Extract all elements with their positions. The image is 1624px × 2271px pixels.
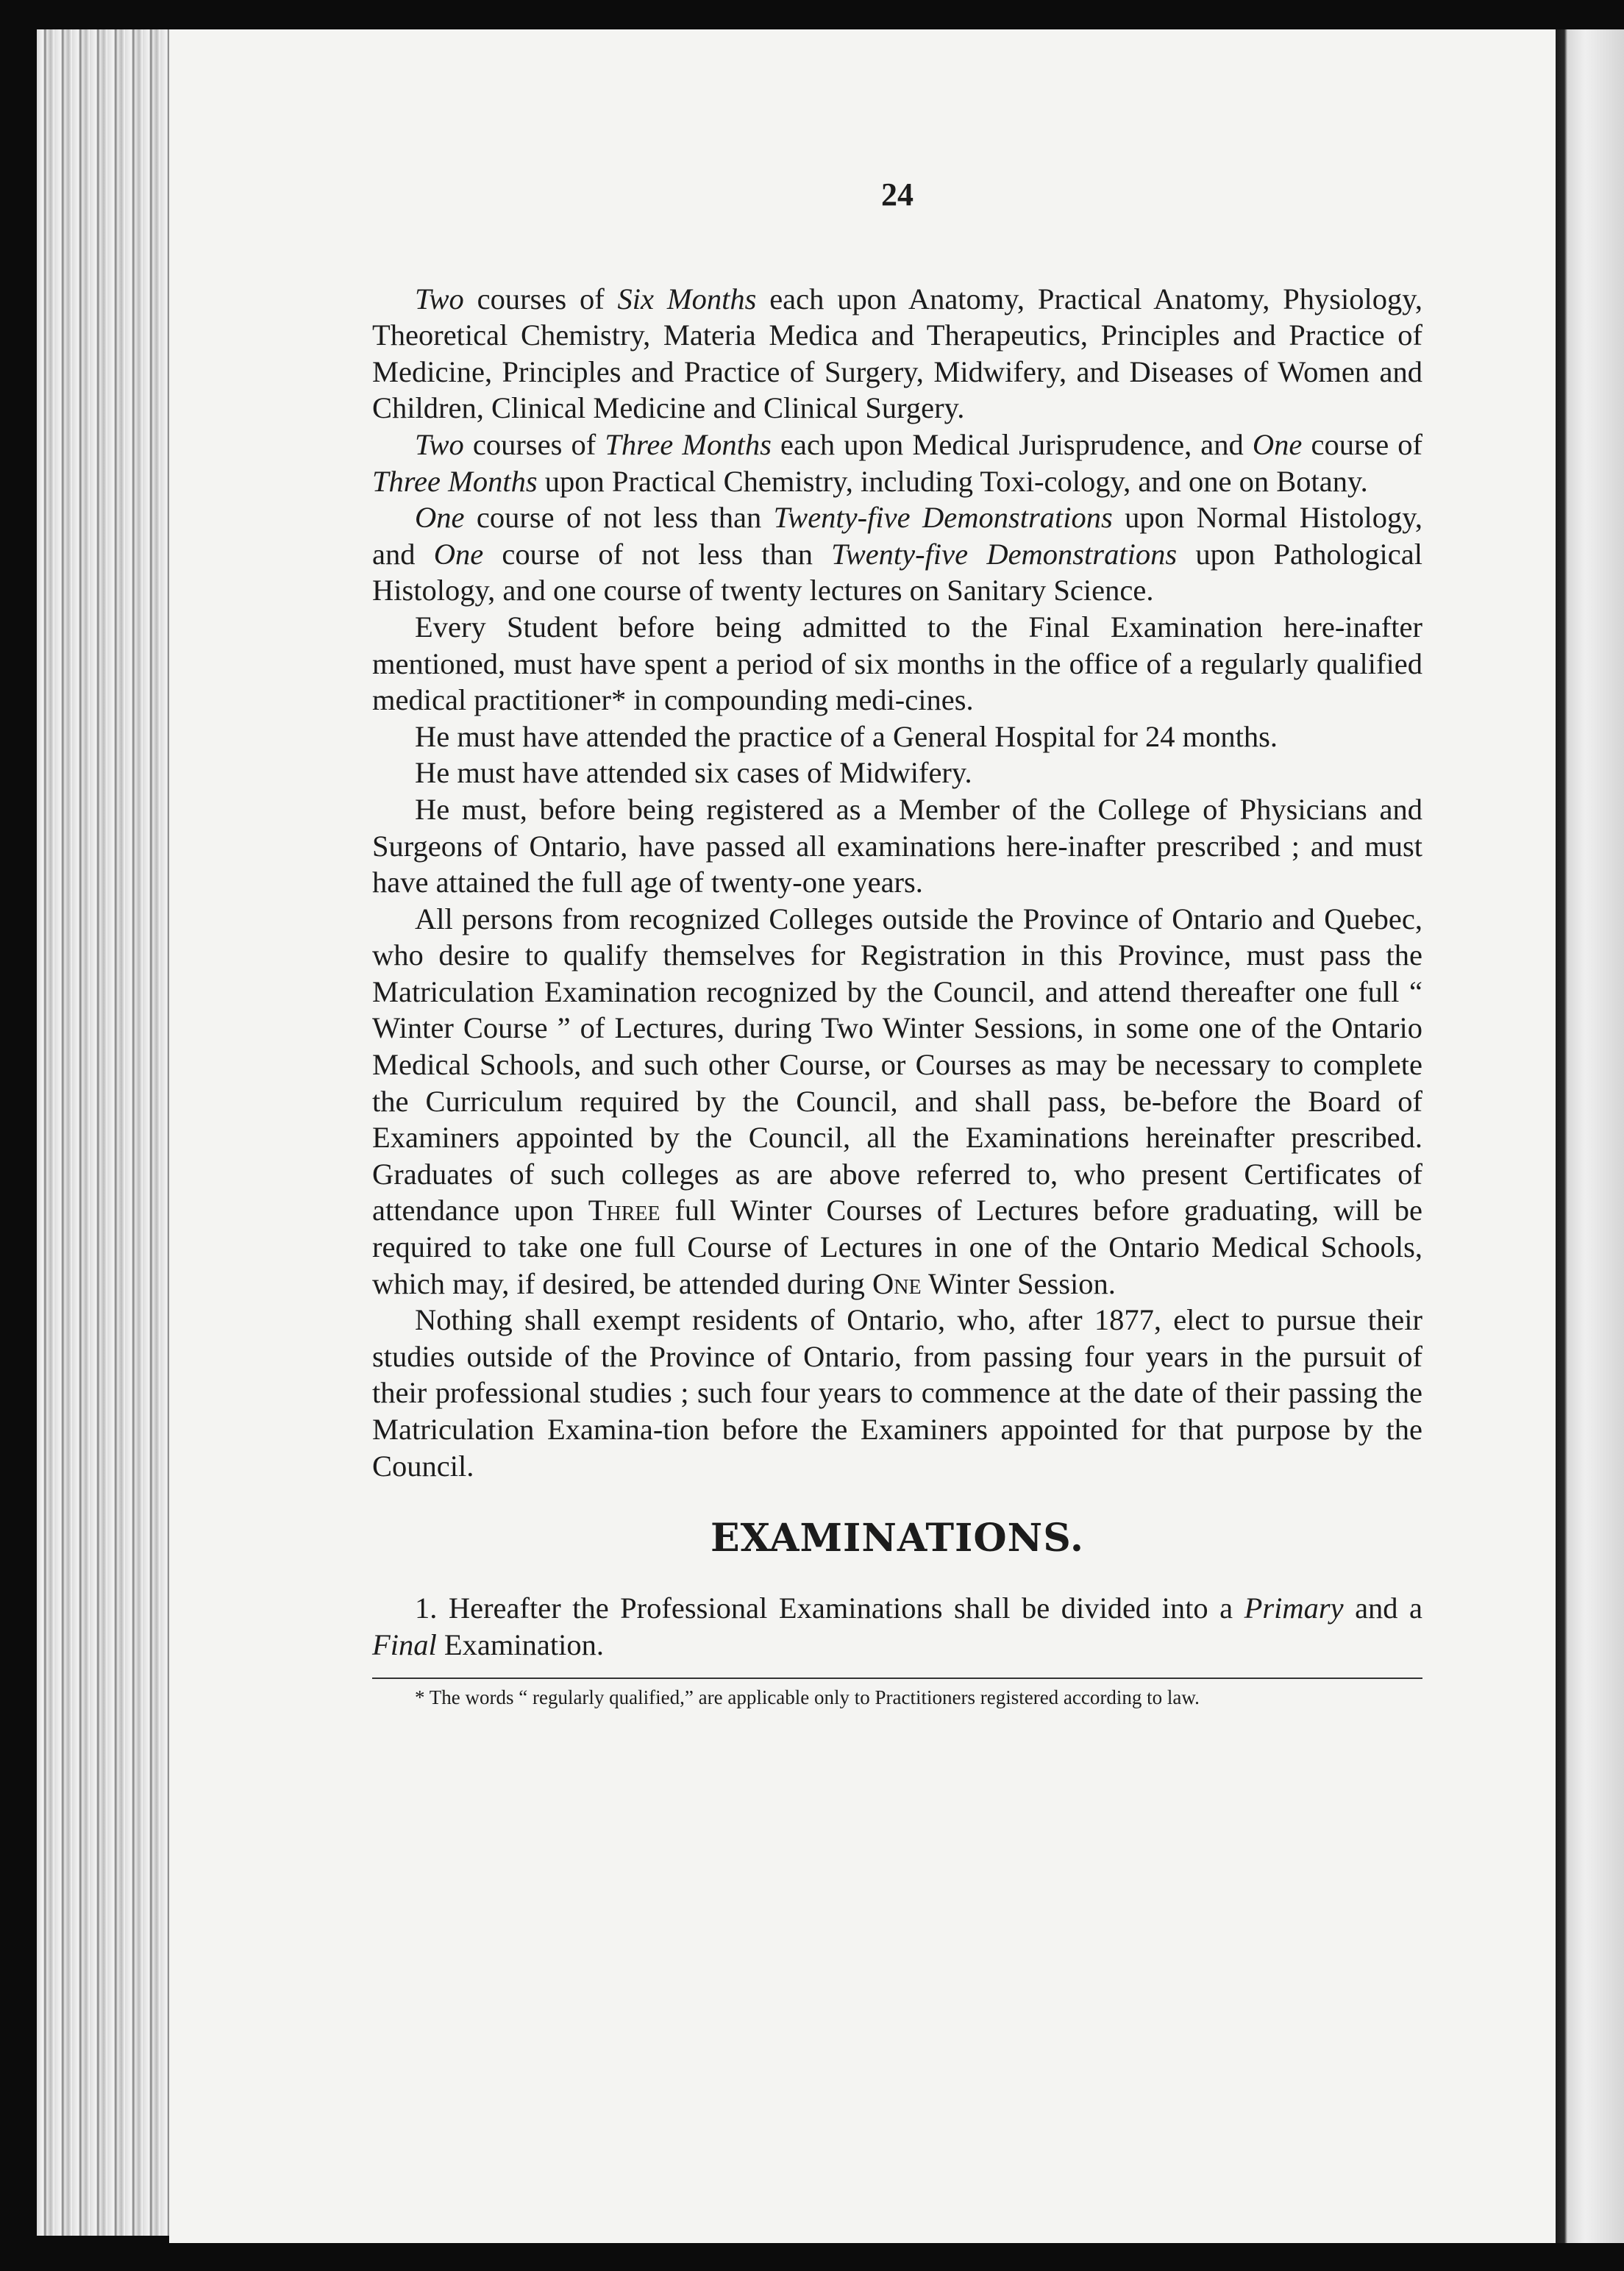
footnote: * The words “ regularly qualified,” are applicable only to Practitioners registered according to law. (415, 1686, 1200, 1709)
paragraph (372, 755, 1422, 791)
italic-text: Three Months (372, 464, 538, 498)
paragraph (372, 719, 1422, 755)
text-run: He must have attended six cases of Midwifery. (415, 756, 972, 790)
text-run: upon Pathological Histology, and one course of twenty lectures on Sanitary Science. (372, 537, 1422, 607)
italic-text: Two (415, 427, 464, 461)
paragraph (372, 791, 1422, 901)
paragraph (372, 281, 1422, 427)
italic-text: Final (372, 1628, 437, 1661)
text-run: courses of (463, 282, 618, 315)
italic-text: One (415, 501, 465, 535)
text-run: 1. Hereafter the Professional Examinations shall be divided into a (415, 1591, 1244, 1625)
section-heading: EXAMINATIONS. (710, 1516, 1085, 1561)
paragraph (372, 609, 1422, 719)
paragraph (372, 499, 1422, 609)
text-run: Nothing shall exempt residents of Ontario, who, after 1877, elect to pursue their studies outside of the Province of Ontario, from passing four years in the pursuit of their professional studies ; such four years to commence at the date of their passing the Matriculation Examina-tion before the Examiners appointed for that purpose by the Council. (372, 1303, 1422, 1483)
text-run: each upon Medical Jurisprudence, and (771, 427, 1253, 461)
text-run: and a (1343, 1591, 1422, 1625)
paragraph (372, 427, 1422, 499)
paragraph (372, 901, 1422, 1302)
italic-text: Primary (1244, 1591, 1344, 1625)
italic-text: Twenty-five Demonstrations (773, 501, 1113, 535)
small-caps-text: One (872, 1266, 922, 1300)
page-number: 24 (881, 177, 914, 213)
italic-text: Six Months (617, 282, 757, 315)
section-paragraphs (372, 1590, 1422, 1663)
text-run: Every Student before being admitted to the Final Examination here-inafter mentioned, must have spent a period of six months in the office of a regularly qualified medical practitioner* in compounding medi-cines. (372, 610, 1422, 717)
paragraph (372, 1302, 1422, 1484)
text-run: each upon Anatomy, Practical Anatomy, Physiology, Theoretical Chemistry, Materia Medica and Therapeutics, Principles and Practice of Medicine, Principles and Practice of Surgery, Midwifery, and Diseases of Women and Children, Clinical Medicine and Clinical Surgery. (372, 282, 1423, 425)
italic-text: One (1252, 427, 1303, 461)
text-run: Winter Session. (921, 1266, 1116, 1300)
page-text (372, 177, 1422, 1710)
text-run: course of not less than (483, 537, 832, 571)
facing-page-edge (1556, 29, 1624, 2243)
text-run: All persons from recognized Colleges outside the Province of Ontario and Quebec, who desire to qualify themselves for Registration in this Province, must pass the Matriculation Examination recognized by the Council, and attend thereafter one full “ Winter Course ” of Lectures, during Two Winter Sessions, in some one of the Ontario Medical Schools, and such other Course, or Courses as may be necessary to complete the Curriculum required by the Council, and shall pass, be-before the Board of Examiners appointed by the Council, all the Examinations hereinafter prescribed. Graduates of such colleges as are above referred to, who present Certificates of attendance upon (372, 902, 1422, 1227)
italic-text: Twenty-five Demonstrations (831, 537, 1178, 571)
text-run: He must have attended the practice of a General Hospital for 24 months. (415, 719, 1278, 753)
text-run: upon Practical Chemistry, including Toxi-cology, and one on Botany. (537, 464, 1368, 498)
text-run: course of not less than (464, 501, 774, 535)
text-run: upon Normal Histology, and (372, 501, 1422, 571)
text-run: courses of (463, 427, 605, 461)
small-caps-text: Three (588, 1194, 660, 1227)
text-run: full Winter Courses of Lectures before graduating, will be required to take one full Course of Lectures in one of the Ontario Medical Schools, which may, if desired, be attended during (372, 1194, 1422, 1300)
italic-text: Two (415, 282, 464, 315)
footnote-rule (372, 1678, 1422, 1679)
text-run: course of (1302, 427, 1423, 461)
body-paragraphs (372, 281, 1422, 1485)
text-run: Examination. (436, 1628, 604, 1661)
book-page-edges (37, 29, 177, 2236)
text-run: He must, before being registered as a Member of the College of Physicians and Surgeons of Ontario, have passed all examinations here-inafter prescribed ; and must have attained the full age of twenty-one years. (372, 792, 1422, 899)
italic-text: One (433, 537, 484, 571)
paragraph (372, 1590, 1422, 1663)
italic-text: Three Months (605, 427, 772, 461)
